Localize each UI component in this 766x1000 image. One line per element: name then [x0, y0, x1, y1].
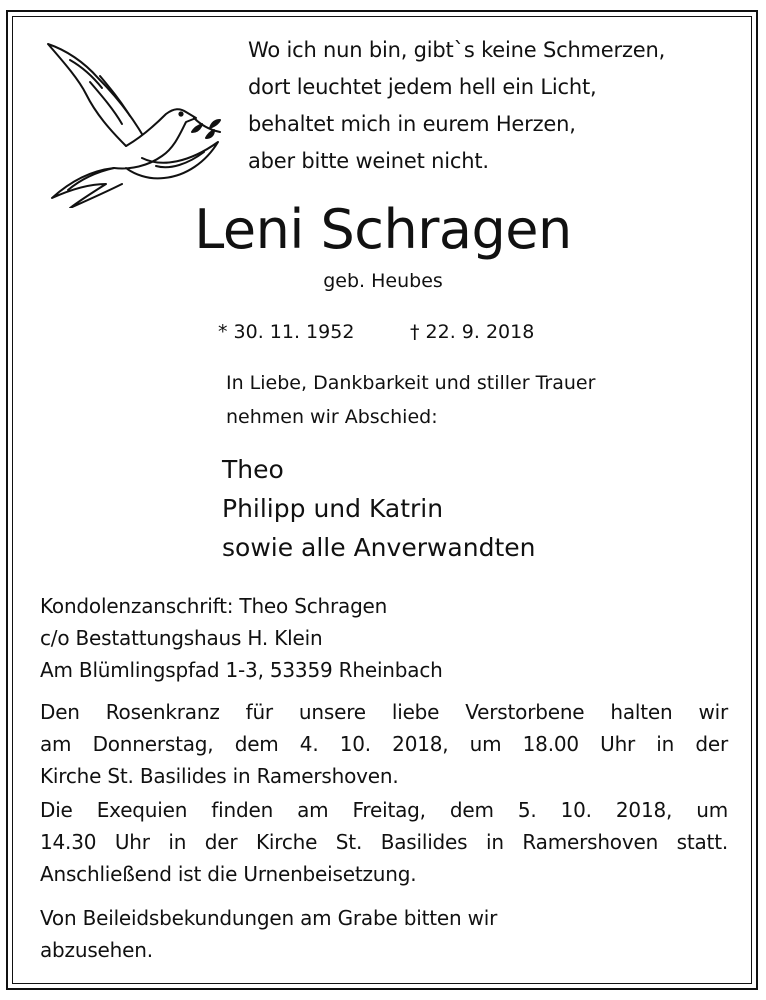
rosary-notice	[40, 696, 728, 792]
poem-line: dort leuchtet jedem hell ein Licht,	[248, 75, 597, 99]
mourner-name: sowie alle Anverwandten	[222, 533, 536, 562]
maiden-name: geb. Heubes	[323, 270, 443, 292]
beileid-line: Von Beileidsbekundungen am Grabe bitten wir	[40, 906, 498, 930]
rosary-line: Kirche St. Basilides in Ramershoven.	[40, 764, 399, 788]
poem	[248, 32, 748, 180]
death-date: † 22. 9. 2018	[410, 321, 535, 343]
mourners-intro	[226, 366, 595, 434]
birth-date: * 30. 11. 1952	[218, 321, 355, 343]
exequien-line: Anschließend ist die Urnenbeisetzung.	[40, 862, 417, 886]
exequien-notice	[40, 794, 728, 890]
dove-with-olive-branch-icon	[30, 38, 230, 208]
condolence-address	[40, 590, 728, 686]
beileid-line: abzusehen.	[40, 938, 153, 962]
mourner-name: Theo	[222, 455, 284, 484]
intro-line: In Liebe, Dankbarkeit und stiller Trauer	[226, 372, 596, 394]
maiden-name-row	[0, 270, 766, 292]
poem-line: behaltet mich in eurem Herzen,	[248, 112, 576, 136]
life-dates	[218, 318, 535, 346]
rosary-line: Den Rosenkranz für unsere liebe Verstorbene halten wir	[40, 700, 728, 724]
poem-line: aber bitte weinet nicht.	[248, 149, 489, 173]
poem-line: Wo ich nun bin, gibt`s keine Schmerzen,	[248, 38, 666, 62]
condolence-line: c/o Bestattungshaus H. Klein	[40, 626, 323, 650]
condolence-request	[40, 902, 728, 966]
condolence-line: Kondolenzanschrift: Theo Schragen	[40, 594, 388, 618]
rosary-line: am Donnerstag, dem 4. 10. 2018, um 18.00 Uhr in der	[40, 732, 728, 756]
exequien-line: Die Exequien finden am Freitag, dem 5. 10. 2018, um	[40, 798, 728, 822]
exequien-line: 14.30 Uhr in der Kirche St. Basilides in Ramershoven statt.	[40, 830, 728, 854]
mourners-list	[222, 450, 536, 567]
deceased-name: Leni Schragen	[194, 198, 572, 261]
condolence-line: Am Blümlingspfad 1-3, 53359 Rheinbach	[40, 658, 443, 682]
intro-line: nehmen wir Abschied:	[226, 406, 438, 428]
mourner-name: Philipp und Katrin	[222, 494, 444, 523]
